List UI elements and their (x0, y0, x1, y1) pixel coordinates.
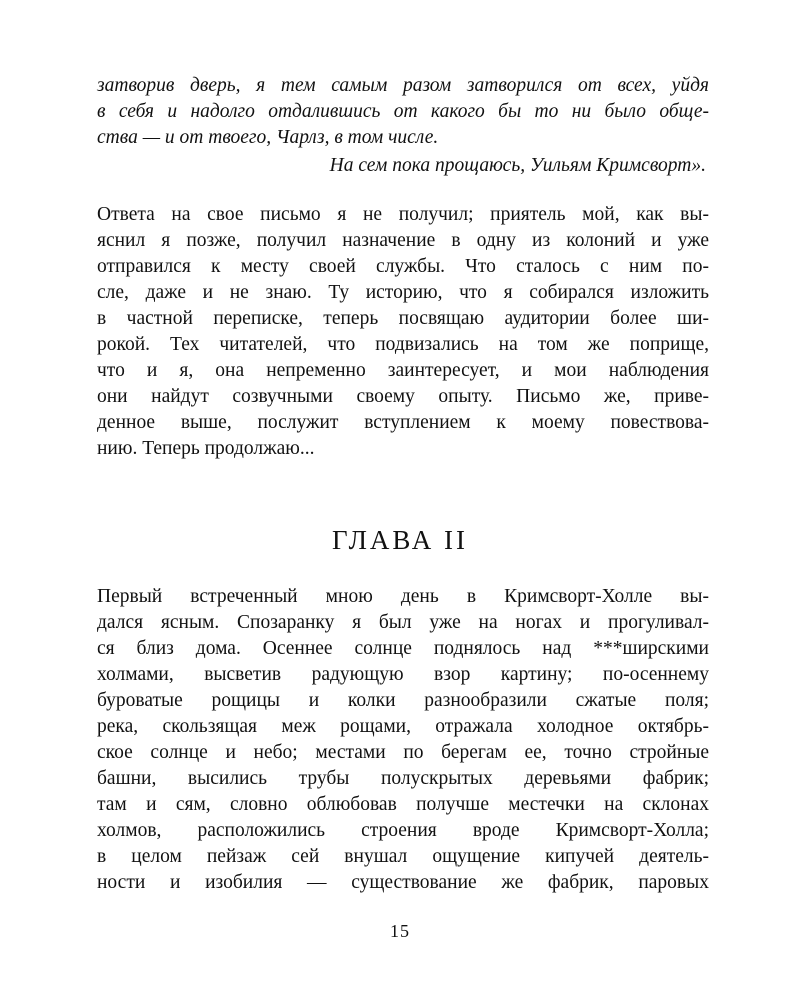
chapter-title: ГЛАВА II (332, 525, 468, 555)
letter-line: затворив дверь, я тем самым разом затворился от всех, уйдя (97, 75, 709, 96)
text-line: они найдут созвучными своему опыту. Письмо же, приве- (97, 386, 709, 407)
text-line: ся близ дома. Осеннее солнце поднялось над ***ширскими (97, 638, 709, 659)
text-line: дался ясным. Спозаранку я был уже на ногах и прогуливал- (97, 612, 709, 633)
paragraph-reply (97, 202, 709, 462)
page-number: 15 (390, 921, 410, 941)
text-line: буроватые рощицы и колки разнообразили сжатые поля; (97, 690, 709, 711)
text-line: башни, высились трубы полускрытых деревьями фабрик; (97, 768, 709, 789)
text-line: Ответа на свое письмо я не получил; приятель мой, как вы- (97, 204, 709, 225)
letter-line: в себя и надолго отдалившись от какого бы то ни было обще- (97, 101, 709, 122)
text-line: рокой. Тех читателей, что подвизались на том же поприще, (97, 334, 709, 355)
text-line: сле, даже и не знаю. Ту историю, что я собирался изложить (97, 282, 709, 303)
text-line: холмов, расположились строения вроде Кримсворт-Холла; (97, 820, 709, 841)
paragraph-first-day (97, 584, 709, 896)
text-line: денное выше, послужит вступлением к моему повествова- (97, 412, 709, 433)
text-line: Первый встреченный мною день в Кримсворт-Холле вы- (97, 586, 709, 607)
text-line: река, скользящая меж рощами, отражала холодное октябрь- (97, 716, 709, 737)
text-line: ности и изобилия — существование же фабрик, паровых (97, 872, 709, 893)
text-line: отправился к месту своей службы. Что сталось с ним по- (97, 256, 709, 277)
letter-line: ства — и от твоего, Чарлз, в том числе. (97, 127, 439, 148)
letter-ending (97, 73, 709, 151)
text-line: яснил я позже, получил назначение в одну из колоний и уже (97, 230, 709, 251)
text-line: там и сям, словно облюбовав получше местечки на склонах (97, 794, 709, 815)
text-line: холмами, высветив радующую взор картину; по-осеннему (97, 664, 709, 685)
text-line: ское солнце и небо; местами по берегам ее, точно стройные (97, 742, 709, 763)
letter-signoff: На сем пока прощаюсь, Уильям Кримсворт». (329, 155, 706, 176)
text-line: нию. Теперь продолжаю... (97, 438, 315, 459)
text-line: что и я, она непременно заинтересует, и мои наблюдения (97, 360, 709, 381)
text-line: в целом пейзаж сей внушал ощущение кипучей деятель- (97, 846, 709, 867)
text-line: в частной переписке, теперь посвящаю аудитории более ши- (97, 308, 709, 329)
